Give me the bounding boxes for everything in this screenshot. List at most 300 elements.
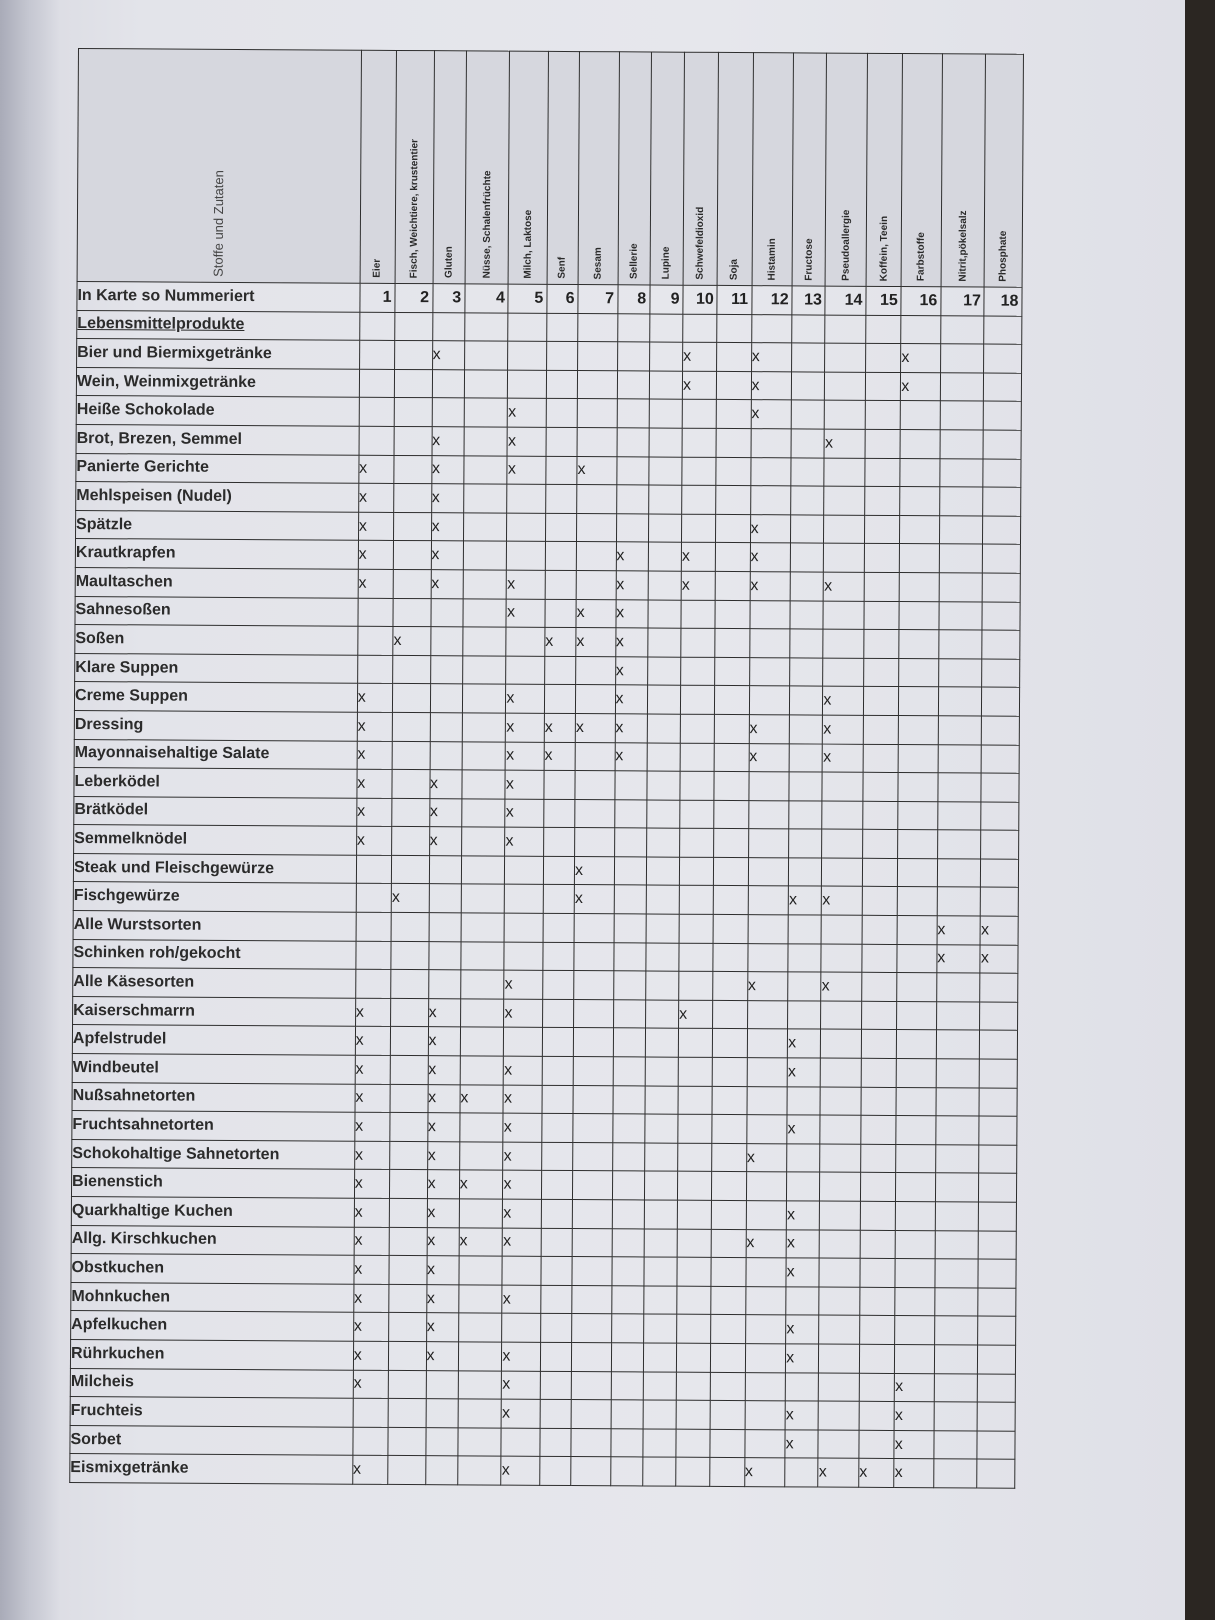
empty-cell bbox=[392, 798, 430, 827]
empty-cell bbox=[864, 601, 900, 630]
empty-cell bbox=[896, 1173, 936, 1202]
empty-cell bbox=[614, 799, 646, 828]
empty-cell bbox=[789, 743, 822, 772]
empty-cell bbox=[394, 369, 432, 398]
allergen-mark: x bbox=[501, 1399, 540, 1428]
empty-cell bbox=[820, 1230, 861, 1259]
empty-cell bbox=[714, 800, 748, 829]
allergen-mark: x bbox=[504, 970, 543, 999]
allergen-mark: x bbox=[679, 1000, 713, 1029]
empty-cell bbox=[612, 1228, 644, 1257]
empty-cell bbox=[745, 1372, 786, 1401]
empty-cell bbox=[426, 1370, 458, 1399]
empty-cell bbox=[821, 1001, 862, 1030]
empty-cell bbox=[643, 1429, 676, 1458]
allergen-mark: x bbox=[357, 741, 393, 770]
empty-cell bbox=[390, 1113, 428, 1142]
row-label: Mohnkuchen bbox=[71, 1282, 354, 1312]
allergen-mark: x bbox=[429, 770, 461, 799]
row-label: Windbeutel bbox=[72, 1054, 355, 1084]
empty-cell bbox=[713, 972, 747, 1001]
empty-cell bbox=[939, 601, 983, 630]
empty-cell bbox=[358, 626, 394, 655]
empty-cell bbox=[356, 912, 392, 941]
column-header bbox=[465, 51, 510, 284]
empty-cell bbox=[824, 486, 865, 515]
allergen-mark: x bbox=[577, 456, 617, 485]
empty-cell bbox=[649, 428, 682, 457]
empty-cell bbox=[977, 1431, 1015, 1460]
empty-cell bbox=[860, 1201, 896, 1230]
empty-cell bbox=[940, 430, 984, 459]
row-label: Schinken roh/gekocht bbox=[73, 939, 356, 969]
empty-cell bbox=[977, 1459, 1015, 1488]
empty-cell bbox=[390, 1055, 428, 1084]
row-label: Milcheis bbox=[70, 1368, 353, 1398]
empty-cell bbox=[897, 1001, 937, 1030]
empty-cell bbox=[716, 486, 750, 515]
empty-cell bbox=[939, 516, 983, 545]
column-number: 15 bbox=[866, 286, 902, 315]
empty-cell bbox=[898, 773, 938, 802]
empty-cell bbox=[541, 1257, 572, 1286]
empty-cell bbox=[678, 1057, 712, 1086]
column-header-label: Nüsse, Schalenfrüchte bbox=[481, 170, 493, 279]
allergen-mark: x bbox=[503, 1199, 542, 1228]
allergen-mark: x bbox=[576, 599, 616, 628]
empty-cell bbox=[790, 658, 823, 687]
empty-cell bbox=[821, 944, 862, 973]
empty-cell bbox=[862, 858, 898, 887]
allergen-mark: x bbox=[427, 1170, 459, 1199]
empty-cell bbox=[578, 342, 618, 371]
column-header bbox=[433, 51, 467, 284]
column-number: 14 bbox=[825, 286, 866, 315]
empty-cell bbox=[572, 1285, 612, 1314]
empty-cell bbox=[790, 629, 823, 658]
allergen-mark: x bbox=[354, 1198, 390, 1227]
row-label: Spätzle bbox=[76, 510, 359, 540]
row-label: Lebensmittelprodukte bbox=[77, 310, 360, 340]
empty-cell bbox=[461, 913, 505, 942]
empty-cell bbox=[462, 656, 506, 685]
empty-cell bbox=[543, 885, 574, 914]
empty-cell bbox=[611, 1257, 643, 1286]
empty-cell bbox=[821, 1058, 862, 1087]
allergen-mark: x bbox=[681, 571, 715, 600]
empty-cell bbox=[711, 1315, 745, 1344]
row-label: Sahnesoßen bbox=[75, 596, 358, 626]
empty-cell bbox=[939, 544, 983, 573]
empty-cell bbox=[678, 1143, 712, 1172]
empty-cell bbox=[936, 973, 980, 1002]
empty-cell bbox=[792, 343, 825, 372]
empty-cell bbox=[711, 1372, 745, 1401]
allergen-mark: x bbox=[427, 1141, 459, 1170]
empty-cell bbox=[745, 1429, 786, 1458]
empty-cell bbox=[357, 655, 393, 684]
allergen-mark: x bbox=[823, 686, 864, 715]
empty-cell bbox=[678, 1114, 712, 1143]
empty-cell bbox=[680, 714, 714, 743]
allergen-mark: x bbox=[894, 1402, 934, 1431]
empty-cell bbox=[981, 773, 1019, 802]
empty-cell bbox=[900, 401, 940, 430]
empty-cell bbox=[613, 1028, 645, 1057]
column-number: 5 bbox=[508, 284, 547, 313]
empty-cell bbox=[714, 829, 748, 858]
empty-cell bbox=[462, 713, 506, 742]
allergen-mark: x bbox=[354, 1141, 390, 1170]
allergen-mark: x bbox=[459, 1170, 503, 1199]
empty-cell bbox=[818, 1430, 859, 1459]
empty-cell bbox=[676, 1372, 710, 1401]
empty-cell bbox=[820, 1201, 861, 1230]
empty-cell bbox=[750, 457, 791, 486]
allergen-mark: x bbox=[353, 1370, 389, 1399]
column-header-label: Fisch, Weichtiere, krustentier bbox=[408, 138, 421, 279]
empty-cell bbox=[391, 970, 429, 999]
empty-cell bbox=[747, 1029, 788, 1058]
empty-cell bbox=[860, 1230, 896, 1259]
empty-cell bbox=[678, 1172, 712, 1201]
empty-cell bbox=[649, 314, 682, 343]
column-header bbox=[360, 50, 397, 283]
empty-cell bbox=[898, 744, 938, 773]
empty-cell bbox=[353, 1398, 389, 1427]
empty-cell bbox=[746, 1115, 787, 1144]
empty-cell bbox=[574, 971, 614, 1000]
empty-cell bbox=[785, 1458, 818, 1487]
empty-cell bbox=[463, 627, 507, 656]
empty-cell bbox=[895, 1230, 935, 1259]
empty-cell bbox=[713, 943, 747, 972]
empty-cell bbox=[645, 1028, 678, 1057]
empty-cell bbox=[611, 1314, 643, 1343]
empty-cell bbox=[749, 772, 790, 801]
empty-cell bbox=[981, 830, 1019, 859]
empty-cell bbox=[979, 1088, 1017, 1117]
allergen-mark: x bbox=[503, 1171, 542, 1200]
column-header bbox=[792, 53, 827, 286]
empty-cell bbox=[649, 457, 682, 486]
empty-cell bbox=[823, 601, 864, 630]
allergen-mark: x bbox=[747, 972, 788, 1001]
empty-cell bbox=[935, 1202, 979, 1231]
empty-cell bbox=[749, 686, 790, 715]
empty-cell bbox=[544, 799, 575, 828]
allergen-mark: x bbox=[544, 742, 575, 771]
allergen-mark: x bbox=[427, 1113, 459, 1142]
allergen-mark: x bbox=[615, 657, 647, 686]
allergen-mark: x bbox=[506, 684, 545, 713]
allergen-mark: x bbox=[356, 826, 392, 855]
allergen-mark: x bbox=[503, 1113, 542, 1142]
empty-cell bbox=[866, 315, 902, 344]
empty-cell bbox=[748, 915, 789, 944]
empty-cell bbox=[899, 687, 939, 716]
empty-cell bbox=[575, 799, 615, 828]
empty-cell bbox=[430, 655, 462, 684]
allergen-mark: x bbox=[504, 999, 543, 1028]
empty-cell bbox=[458, 1370, 502, 1399]
empty-cell bbox=[900, 487, 940, 516]
empty-cell bbox=[644, 1171, 677, 1200]
empty-cell bbox=[712, 1057, 746, 1086]
empty-cell bbox=[648, 571, 681, 600]
empty-cell bbox=[392, 712, 430, 741]
row-label: Schokohaltige Sahnetorten bbox=[72, 1139, 355, 1169]
column-header-label: Fructose bbox=[803, 238, 815, 281]
empty-cell bbox=[543, 913, 574, 942]
empty-cell bbox=[646, 828, 679, 857]
empty-cell bbox=[647, 742, 680, 771]
column-header-label: Pseudoallergie bbox=[840, 209, 852, 281]
empty-cell bbox=[863, 744, 899, 773]
empty-cell bbox=[710, 1458, 744, 1487]
empty-cell bbox=[461, 856, 505, 885]
allergen-mark: x bbox=[355, 1084, 391, 1113]
empty-cell bbox=[746, 1258, 787, 1287]
empty-cell bbox=[900, 515, 940, 544]
empty-cell bbox=[680, 800, 714, 829]
empty-cell bbox=[394, 512, 432, 541]
empty-cell bbox=[677, 1200, 711, 1229]
empty-cell bbox=[505, 885, 544, 914]
empty-cell bbox=[861, 1001, 897, 1030]
empty-cell bbox=[896, 1059, 936, 1088]
allergen-mark: x bbox=[980, 916, 1018, 945]
empty-cell bbox=[459, 1199, 503, 1228]
empty-cell bbox=[863, 830, 899, 859]
empty-cell bbox=[648, 485, 681, 514]
allergen-mark: x bbox=[785, 1430, 818, 1459]
empty-cell bbox=[425, 1456, 457, 1485]
empty-cell bbox=[979, 1116, 1017, 1145]
empty-cell bbox=[611, 1371, 643, 1400]
empty-cell bbox=[359, 398, 395, 427]
empty-cell bbox=[714, 743, 748, 772]
empty-cell bbox=[542, 1142, 573, 1171]
column-number: 3 bbox=[432, 284, 464, 313]
allergen-mark: x bbox=[431, 455, 463, 484]
empty-cell bbox=[572, 1200, 612, 1229]
empty-cell bbox=[617, 342, 649, 371]
empty-cell bbox=[747, 1000, 788, 1029]
empty-cell bbox=[791, 400, 824, 429]
allergen-mark: x bbox=[823, 744, 864, 773]
allergen-mark: x bbox=[746, 1229, 787, 1258]
allergen-mark: x bbox=[506, 599, 545, 628]
table-row bbox=[70, 1454, 1015, 1488]
column-number: 11 bbox=[717, 285, 751, 314]
empty-cell bbox=[462, 741, 506, 770]
empty-cell bbox=[981, 887, 1019, 916]
empty-cell bbox=[616, 514, 648, 543]
empty-cell bbox=[900, 430, 940, 459]
empty-cell bbox=[508, 313, 547, 342]
empty-cell bbox=[713, 914, 747, 943]
empty-cell bbox=[395, 312, 433, 341]
numbering-label: In Karte so Nummeriert bbox=[77, 281, 360, 311]
allergen-mark: x bbox=[358, 541, 394, 570]
empty-cell bbox=[981, 802, 1019, 831]
empty-cell bbox=[573, 1085, 613, 1114]
empty-cell bbox=[895, 1344, 935, 1373]
empty-cell bbox=[649, 399, 682, 428]
column-header bbox=[752, 53, 794, 286]
empty-cell bbox=[862, 915, 898, 944]
empty-cell bbox=[432, 398, 464, 427]
empty-cell bbox=[934, 1316, 978, 1345]
empty-cell bbox=[391, 941, 429, 970]
empty-cell bbox=[462, 770, 506, 799]
empty-cell bbox=[610, 1429, 642, 1458]
empty-cell bbox=[392, 855, 430, 884]
allergen-mark: x bbox=[937, 916, 981, 945]
empty-cell bbox=[935, 1259, 979, 1288]
empty-cell bbox=[863, 772, 899, 801]
empty-cell bbox=[613, 971, 645, 1000]
empty-cell bbox=[359, 369, 395, 398]
allergen-mark: x bbox=[431, 512, 463, 541]
empty-cell bbox=[896, 1116, 936, 1145]
row-label: Leberködel bbox=[74, 768, 357, 798]
allergen-mark: x bbox=[937, 944, 981, 973]
empty-cell bbox=[714, 886, 748, 915]
empty-cell bbox=[546, 456, 577, 485]
allergen-mark: x bbox=[788, 1029, 821, 1058]
allergen-mark: x bbox=[786, 1344, 819, 1373]
empty-cell bbox=[936, 1116, 980, 1145]
empty-cell bbox=[501, 1428, 540, 1457]
allergen-mark: x bbox=[615, 685, 647, 714]
allergen-mark: x bbox=[894, 1459, 934, 1488]
empty-cell bbox=[978, 1374, 1016, 1403]
empty-cell bbox=[676, 1458, 710, 1487]
table-body bbox=[70, 310, 1022, 1488]
empty-cell bbox=[711, 1258, 745, 1287]
empty-cell bbox=[937, 887, 981, 916]
empty-cell bbox=[897, 973, 937, 1002]
empty-cell bbox=[432, 369, 464, 398]
empty-cell bbox=[899, 715, 939, 744]
row-label: Kaiserschmarrn bbox=[73, 996, 356, 1026]
row-label: Krautkrapfen bbox=[75, 539, 358, 569]
empty-cell bbox=[677, 1286, 711, 1315]
allergen-mark: x bbox=[821, 972, 862, 1001]
empty-cell bbox=[898, 830, 938, 859]
empty-cell bbox=[460, 1056, 504, 1085]
allergen-mark: x bbox=[576, 628, 616, 657]
row-label: Bienenstich bbox=[71, 1168, 354, 1198]
empty-cell bbox=[355, 969, 391, 998]
empty-cell bbox=[824, 543, 865, 572]
column-header bbox=[578, 52, 619, 285]
empty-cell bbox=[571, 1457, 611, 1486]
empty-cell bbox=[676, 1400, 710, 1429]
allergen-mark: x bbox=[357, 684, 393, 713]
empty-cell bbox=[617, 428, 649, 457]
empty-cell bbox=[715, 714, 749, 743]
empty-cell bbox=[644, 1143, 677, 1172]
empty-cell bbox=[679, 857, 713, 886]
empty-cell bbox=[431, 598, 463, 627]
empty-cell bbox=[356, 884, 392, 913]
empty-cell bbox=[649, 371, 682, 400]
empty-cell bbox=[428, 970, 460, 999]
empty-cell bbox=[682, 400, 716, 429]
empty-cell bbox=[571, 1371, 611, 1400]
empty-cell bbox=[820, 1115, 861, 1144]
empty-cell bbox=[862, 973, 898, 1002]
empty-cell bbox=[389, 1313, 427, 1342]
empty-cell bbox=[502, 1256, 541, 1285]
allergen-mark: x bbox=[894, 1430, 934, 1459]
empty-cell bbox=[573, 1114, 613, 1143]
empty-cell bbox=[899, 630, 939, 659]
empty-cell bbox=[359, 340, 395, 369]
empty-cell bbox=[747, 1086, 788, 1115]
empty-cell bbox=[461, 884, 505, 913]
empty-cell bbox=[822, 801, 863, 830]
empty-cell bbox=[575, 828, 615, 857]
empty-cell bbox=[392, 827, 430, 856]
empty-cell bbox=[544, 656, 575, 685]
empty-cell bbox=[676, 1429, 710, 1458]
empty-cell bbox=[981, 859, 1019, 888]
column-number: 17 bbox=[941, 287, 985, 316]
empty-cell bbox=[791, 457, 824, 486]
empty-cell bbox=[464, 312, 508, 341]
empty-cell bbox=[546, 399, 577, 428]
empty-cell bbox=[979, 1231, 1017, 1260]
column-number: 12 bbox=[752, 286, 793, 315]
empty-cell bbox=[464, 427, 508, 456]
empty-cell bbox=[463, 598, 507, 627]
allergen-mark: x bbox=[895, 1373, 935, 1402]
column-number: 1 bbox=[360, 283, 396, 312]
column-header-label: Senf bbox=[557, 257, 569, 279]
empty-cell bbox=[788, 944, 821, 973]
empty-cell bbox=[393, 569, 431, 598]
allergen-mark: x bbox=[751, 400, 792, 429]
empty-cell bbox=[648, 514, 681, 543]
empty-cell bbox=[822, 772, 863, 801]
empty-cell bbox=[711, 1286, 745, 1315]
empty-cell bbox=[678, 1029, 712, 1058]
empty-cell bbox=[863, 687, 899, 716]
empty-cell bbox=[430, 713, 462, 742]
empty-cell bbox=[679, 943, 713, 972]
empty-cell bbox=[716, 428, 750, 457]
empty-cell bbox=[463, 484, 507, 513]
row-label: Allg. Kirschkuchen bbox=[71, 1225, 354, 1255]
row-label: Brot, Brezen, Semmel bbox=[76, 424, 359, 454]
row-label: Maultaschen bbox=[75, 567, 358, 597]
empty-cell bbox=[860, 1258, 896, 1287]
empty-cell bbox=[898, 858, 938, 887]
empty-cell bbox=[937, 859, 981, 888]
empty-cell bbox=[680, 686, 714, 715]
empty-cell bbox=[643, 1314, 676, 1343]
empty-cell bbox=[359, 312, 395, 341]
allergen-mark: x bbox=[750, 572, 791, 601]
column-header-label: Nitrit,pökelsalz bbox=[957, 210, 969, 282]
empty-cell bbox=[717, 343, 751, 372]
empty-cell bbox=[644, 1229, 677, 1258]
empty-cell bbox=[935, 1173, 979, 1202]
